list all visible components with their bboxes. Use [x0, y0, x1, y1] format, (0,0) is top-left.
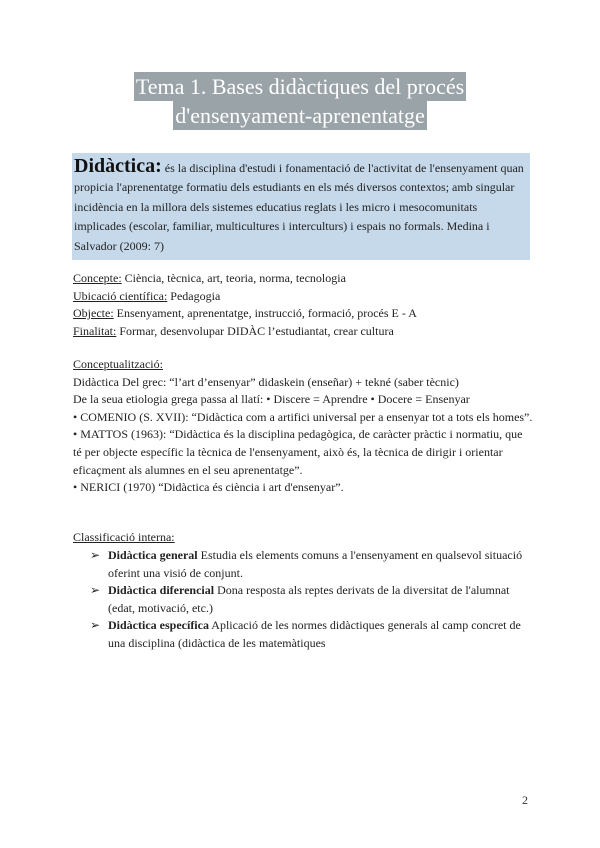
- item-text: Estudia els elements comuns a l'ensenyament en qualsevol situació oferint una visió de conjunt.: [108, 548, 523, 580]
- fact-concepte: Concepte: Ciència, tècnica, art, teoria, norma, tecnologia: [73, 271, 346, 285]
- conceptualitzacio-heading: Conceptualització:: [73, 357, 163, 371]
- arrow-bullet-icon: ➢: [90, 548, 101, 562]
- fact-objecte: Objecte: Ensenyament, aprenentatge, instrucció, formació, procés E - A: [73, 306, 417, 321]
- list-item: [90, 617, 530, 652]
- conceptualitzacio-line: • MATTOS (1963): “Didàctica és la disciplina pedagògica, de caràcter pràctic i normatiu, que té per objecte específic la tècnica de l'ensenyament, això és, la tècnica de dirigir i orientar eficaçment als alumnes en el seu aprenentatge”.: [73, 427, 523, 477]
- item-text: Dona resposta als reptes derivats de la diversitat de l'alumnat (edat, motivació, etc.): [108, 583, 510, 615]
- fact-ubicacio: Ubicació científica: Pedagogia: [73, 288, 221, 303]
- item-term: Didàctica específica: [108, 618, 209, 633]
- item-term: Didàctica general: [108, 548, 198, 562]
- classificacio-list: [90, 547, 530, 653]
- conceptualitzacio-section: [73, 356, 533, 497]
- conceptualitzacio-line: • COMENIO (S. XVII): “Didàctica com a artifici universal per a ensenyar tot a tots els homes”.: [73, 409, 533, 424]
- arrow-bullet-icon: ➢: [90, 618, 101, 633]
- conceptualitzacio-line: • NERICI (1970) “Didàctica és ciència i art d'ensenyar”.: [73, 480, 344, 495]
- title-line-1: Tema 1. Bases didàctiques del procés: [135, 74, 465, 99]
- page-title: [0, 72, 600, 130]
- classificacio-heading: Classificació interna:: [73, 530, 175, 544]
- arrow-bullet-icon: ➢: [90, 583, 101, 598]
- item-term: Didàctica diferencial: [108, 583, 215, 598]
- definition-text: és la disciplina d'estudi i fonamentació de l'activitat de l'ensenyament quan propicia l'aprenentatge formatiu dels estudiants en els més diversos contextos; amb singular incidència en la millora dels sistemes educatius reglats i les micro i mesocomunitats implicades (escolar, familiar, multicultures i interculturs) i espais no formals. Medina i Salvador (2009: 7): [74, 161, 524, 253]
- list-item: [90, 582, 530, 617]
- list-item: [90, 547, 530, 582]
- definition-box: [72, 153, 530, 260]
- page-number: 2: [522, 793, 528, 807]
- definition-term: Didàctica:: [74, 155, 162, 177]
- conceptualitzacio-line: Didàctica Del grec: “l’art d’ensenyar” didaskein (enseñar) + tekné (saber tècnic): [73, 374, 459, 389]
- fact-finalitat: Finalitat: Formar, desenvolupar DIDÀC l’estudiantat, crear cultura: [73, 323, 394, 338]
- facts-list: [73, 270, 533, 340]
- conceptualitzacio-line: De la seua etiologia grega passa al llatí: • Discere = Aprendre • Docere = Ensenyar: [73, 392, 470, 407]
- title-line-2: d'ensenyament-aprenentatge: [175, 103, 425, 128]
- item-text: Aplicació de les normes didàctiques generals al camp concret de una disciplina (didàctica de les matemàtiques: [108, 618, 521, 650]
